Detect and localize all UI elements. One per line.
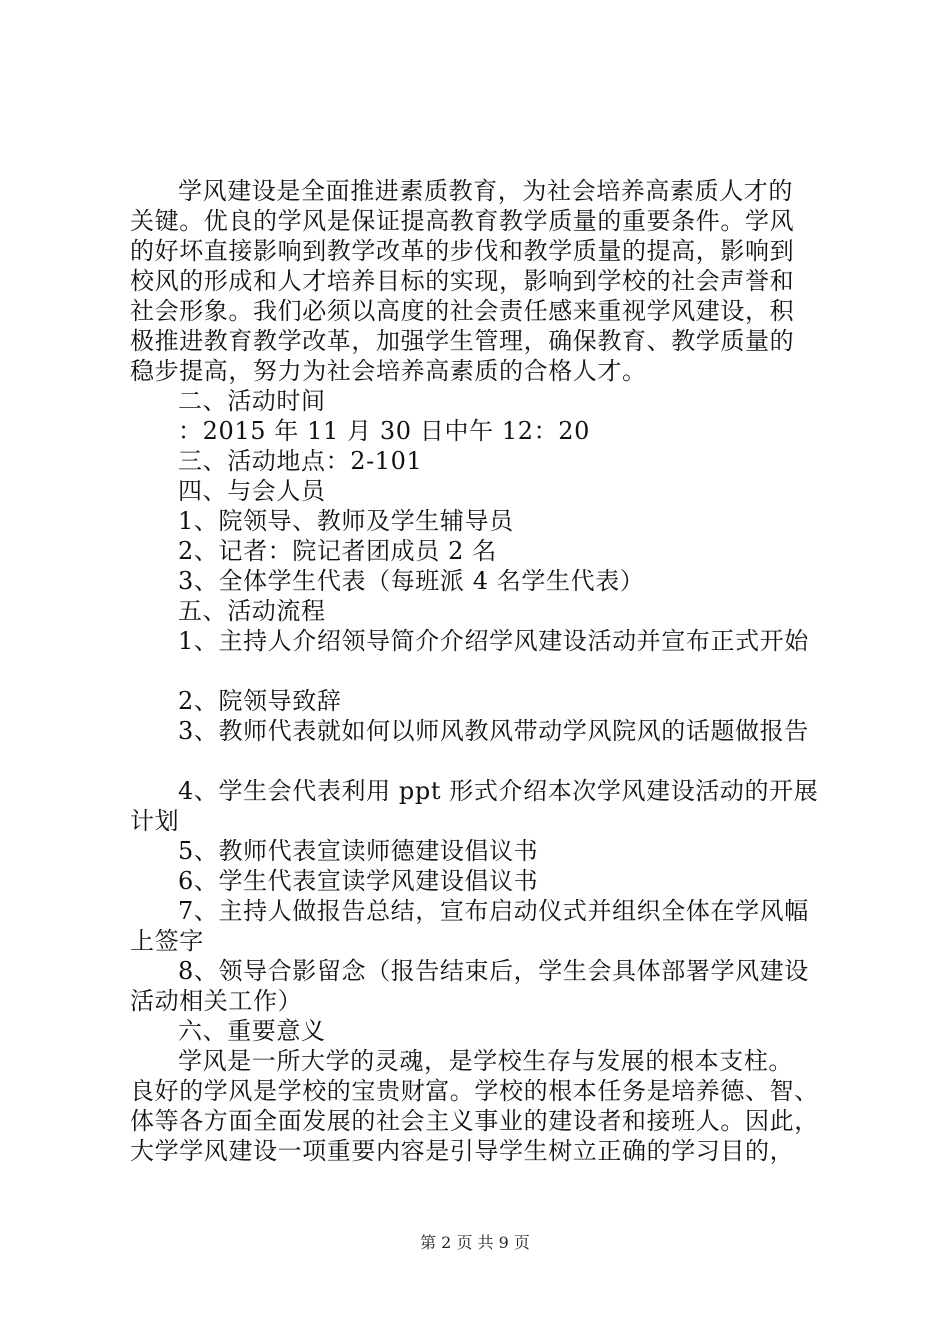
list-item: 1、院领导、教师及学生辅导员: [178, 507, 514, 535]
list-item: 5、教师代表宣读师德建设倡议书: [178, 837, 539, 865]
paragraph-line: 稳步提高，努力为社会培养高素质的合格人才。: [130, 357, 647, 385]
list-item: 1、主持人介绍领导简介介绍学风建设活动并宣布正式开始: [178, 627, 809, 655]
list-item-continuation: 上签字: [130, 927, 204, 955]
list-item: 2、记者：院记者团成员 2 名: [178, 537, 497, 565]
paragraph-line: 关键。优良的学风是保证提高教育教学质量的重要条件。学风: [130, 207, 795, 235]
paragraph-line: 学风建设是全面推进素质教育，为社会培养高素质人才的: [178, 177, 793, 205]
document-body: [130, 176, 835, 1166]
page-number-footer: 第 2 页 共 9 页: [420, 1233, 530, 1252]
list-item: 2、院领导致辞: [178, 687, 342, 715]
paragraph-line: 良好的学风是学校的宝贵财富。学校的根本任务是培养德、智、: [130, 1077, 819, 1105]
paragraph-line: 校风的形成和人才培养目标的实现，影响到学校的社会声誉和: [130, 267, 795, 295]
section-heading: 三、活动地点：2-101: [178, 447, 423, 475]
section-heading: 二、活动时间: [178, 387, 326, 415]
list-item: 4、学生会代表利用 ppt 形式介绍本次学风建设活动的开展: [178, 777, 819, 805]
blank-line: [130, 656, 835, 686]
list-item-continuation: 计划: [130, 807, 180, 835]
list-item: 7、主持人做报告总结，宣布启动仪式并组织全体在学风幅: [178, 897, 809, 925]
list-item: 3、全体学生代表（每班派 4 名学生代表）: [178, 567, 645, 595]
section-heading: 五、活动流程: [178, 597, 326, 625]
paragraph-line: 社会形象。我们必须以高度的社会责任感来重视学风建设，积: [130, 297, 795, 325]
paragraph-line: 大学学风建设一项重要内容是引导学生树立正确的学习目的，: [130, 1137, 795, 1165]
list-item: 6、学生代表宣读学风建设倡议书: [178, 867, 539, 895]
list-item-continuation: 活动相关工作）: [130, 987, 303, 1015]
list-item: 8、领导合影留念（报告结束后，学生会具体部署学风建设: [178, 957, 809, 985]
blank-line: [130, 746, 835, 776]
section-heading: 六、重要意义: [178, 1017, 326, 1045]
paragraph-line: 学风是一所大学的灵魂，是学校生存与发展的根本支柱。: [178, 1047, 793, 1075]
list-item: 3、教师代表就如何以师风教风带动学风院风的话题做报告: [178, 717, 809, 745]
paragraph-line: 体等各方面全面发展的社会主义事业的建设者和接班人。因此，: [130, 1107, 819, 1135]
event-time: ：2015 年 11 月 30 日中午 12：20: [178, 417, 591, 445]
paragraph-line: 极推进教育教学改革，加强学生管理，确保教育、教学质量的: [130, 327, 795, 355]
section-heading: 四、与会人员: [178, 477, 326, 505]
paragraph-line: 的好坏直接影响到教学改革的步伐和教学质量的提高，影响到: [130, 237, 795, 265]
